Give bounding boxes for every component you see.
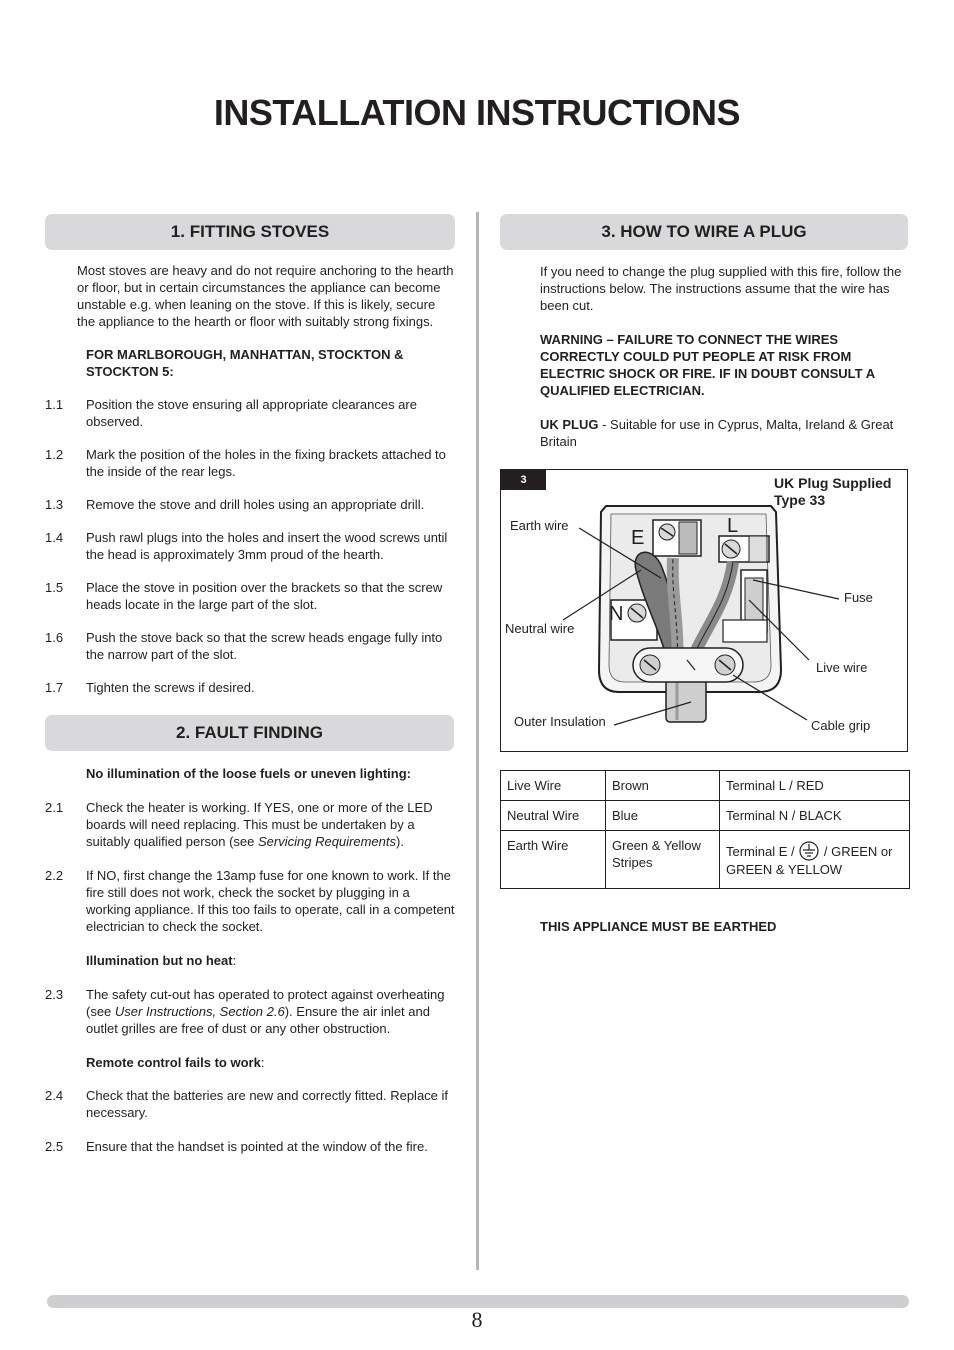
fitting-subheading: FOR MARLBOROUGH, MANHATTAN, STOCKTON & STOCKTON 5: — [86, 347, 404, 379]
table-row: Earth Wire Green & Yellow Stripes Terminal E / / GREEN or GREEN & YELLOW — [501, 831, 910, 889]
list-item: 2.2 If NO, first change the 13amp fuse for one known to work. If the fire still does not work, check the socket by plugging in a working appliance. If this too fails to operate, call in a competent electrician to check the socket. — [45, 868, 455, 934]
list-item: 1.1 Position the stove ensuring all appropriate clearances are observed. — [45, 397, 417, 429]
list-item: 1.2 Mark the position of the holes in the fixing brackets attached to the inside of the rear legs. — [45, 447, 446, 479]
figure-title: UK Plug Supplied Type 33 — [774, 475, 892, 508]
fault-sub-no-illumination: No illumination of the loose fuels or uneven lighting: — [86, 766, 411, 781]
wire-intro: If you need to change the plug supplied with this fire, follow the instructions below. The instructions assume that the wire has been cut. — [540, 264, 902, 313]
table-row: Live Wire Brown Terminal L / RED — [501, 771, 910, 801]
plug-figure — [500, 469, 908, 752]
table-row: Neutral Wire Blue Terminal N / BLACK — [501, 801, 910, 831]
uk-plug-note: UK PLUG - Suitable for use in Cyprus, Malta, Ireland & Great Britain — [540, 417, 894, 449]
terminal-e-label: E — [631, 527, 645, 549]
section-heading-fitting-stoves: 1. FITTING STOVES — [45, 214, 455, 250]
outer-insulation-label: Outer Insulation — [514, 714, 606, 729]
neutral-wire-label: Neutral wire — [505, 621, 575, 636]
fault-sub-no-heat: Illumination but no heat: — [86, 953, 237, 968]
section-heading-fault-finding: 2. FAULT FINDING — [45, 715, 454, 751]
list-item: 1.5 Place the stove in position over the brackets so that the screw heads locate in the large part of the slot. — [45, 580, 443, 612]
live-wire-label: Live wire — [816, 660, 868, 675]
list-item: 2.4 Check that the batteries are new and correctly fitted. Replace if necessary. — [45, 1088, 449, 1120]
plug-diagram — [501, 470, 907, 751]
list-item: 1.3 Remove the stove and drill holes using an appropriate drill. — [45, 497, 425, 512]
left-column — [45, 214, 455, 1155]
section-heading-wire-plug: 3. HOW TO WIRE A PLUG — [500, 214, 908, 250]
cable-grip-label: Cable grip — [811, 718, 871, 733]
page-number: 8 — [471, 1307, 483, 1332]
terminal-l-label: L — [727, 515, 739, 537]
list-item: 2.5 Ensure that the handset is pointed at the window of the fire. — [45, 1139, 428, 1154]
terminal-n-label: N — [609, 603, 624, 625]
wire-warning: WARNING – FAILURE TO CONNECT THE WIRES CORRECTLY COULD PUT PEOPLE AT RISK FROM ELECTRIC SHOCK OR FIRE. IF IN DOUBT CONSULT A QUALIFIED ELECTRICIAN. — [540, 332, 875, 398]
list-item: 1.4 Push rawl plugs into the holes and insert the wood screws until the head is approximately 3mm proud of the hearth. — [45, 530, 448, 562]
right-column — [500, 214, 910, 935]
earthed-notice: THIS APPLIANCE MUST BE EARTHED — [540, 919, 777, 934]
earth-symbol-icon — [798, 841, 820, 861]
wire-colour-table — [500, 770, 910, 889]
fuse-label: Fuse — [844, 590, 873, 605]
fault-sub-remote: Remote control fails to work: — [86, 1055, 265, 1070]
list-item: 2.1 Check the heater is working. If YES, one or more of the LED boards will need replacing. This must be undertaken by a suitably qualified person (see Servicing Requirements). — [45, 800, 433, 849]
fitting-intro: Most stoves are heavy and do not require anchoring to the hearth or floor, but in certain circumstances the appliance can become unstable e.g. when leaning on the stove. If this is likely, secure the appliance to the hearth or floor with suitably strong fixings. — [77, 263, 454, 329]
list-item: 1.7 Tighten the screws if desired. — [45, 680, 255, 695]
list-item: 1.6 Push the stove back so that the screw heads engage fully into the narrow part of the slot. — [45, 630, 443, 662]
figure-number: 3 — [501, 470, 546, 490]
page-title: INSTALLATION INSTRUCTIONS — [213, 92, 741, 133]
column-divider — [476, 212, 479, 1270]
list-item: 2.3 The safety cut-out has operated to protect against overheating (see User Instructions, Section 2.6). Ensure the air inlet and outlet grilles are free of dust or any other obstruction. — [45, 987, 445, 1036]
earth-wire-label: Earth wire — [510, 518, 569, 533]
